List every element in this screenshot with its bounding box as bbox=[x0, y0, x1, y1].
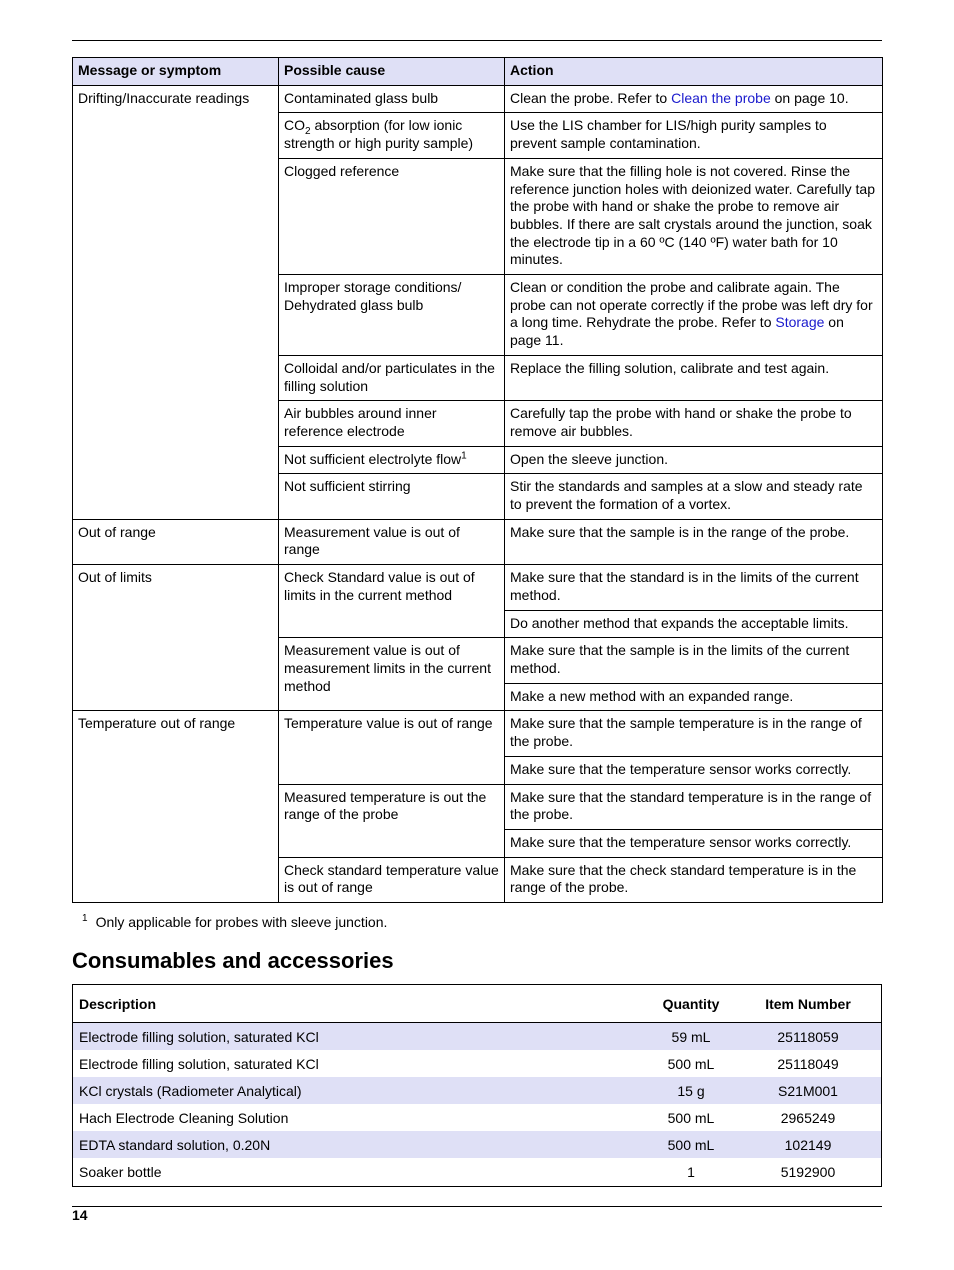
subscript: 2 bbox=[305, 126, 311, 138]
quantity-cell: 59 mL bbox=[647, 1023, 735, 1051]
quantity-cell: 500 mL bbox=[667, 1055, 715, 1072]
cause-cell: Measurement value is out of measurement limits in the current method bbox=[279, 638, 505, 711]
description-cell: KCl crystals (Radiometer Analytical) bbox=[73, 1077, 647, 1104]
symptom-cell: Temperature out of range bbox=[73, 711, 279, 903]
quantity-cell: 500 mL bbox=[647, 1131, 735, 1158]
action-cell: Open the sleeve junction. bbox=[505, 446, 883, 474]
action-cell: Make a new method with an expanded range. bbox=[505, 683, 883, 711]
cause-cell: Temperature value is out of range bbox=[279, 711, 505, 784]
quantity-cell: 1 bbox=[687, 1163, 695, 1180]
table-row bbox=[73, 519, 883, 564]
footnote bbox=[82, 914, 387, 930]
cause-cell: Measured temperature is out the range of the probe bbox=[279, 784, 505, 857]
description-cell: EDTA standard solution, 0.20N bbox=[73, 1131, 647, 1158]
table-row bbox=[73, 1077, 881, 1104]
top-rule bbox=[72, 40, 882, 41]
action-cell: Make sure that the temperature sensor works correctly. bbox=[505, 829, 883, 857]
consumables-table-box bbox=[72, 984, 882, 1187]
table-row bbox=[73, 1050, 881, 1077]
cause-cell: Contaminated glass bulb bbox=[279, 85, 505, 113]
action-cell: Make sure that the sample temperature is in the range of the probe. bbox=[505, 711, 883, 756]
action-cell: Make sure that the check standard temperature is in the range of the probe. bbox=[505, 857, 883, 902]
description-cell: Electrode filling solution, saturated KCl bbox=[79, 1055, 319, 1072]
header-description: Description bbox=[73, 985, 647, 1023]
action-cell: Do another method that expands the acceptable limits. bbox=[505, 610, 883, 638]
action-cell: Make sure that the sample is in the limits of the current method. bbox=[505, 638, 883, 683]
cause-cell: Air bubbles around inner reference electrode bbox=[279, 401, 505, 446]
footnote-mark: 1 bbox=[82, 913, 88, 924]
action-cell: Make sure that the standard is in the limits of the current method. bbox=[505, 565, 883, 610]
item-number-cell: 2965249 bbox=[780, 1109, 836, 1126]
cause-cell: Check standard temperature value is out of range bbox=[279, 857, 505, 902]
footnote-ref: 1 bbox=[461, 450, 467, 461]
action-cell: Make sure that the temperature sensor works correctly. bbox=[505, 756, 883, 784]
section-heading: Consumables and accessories bbox=[72, 948, 394, 973]
description-cell: Hach Electrode Cleaning Solution bbox=[79, 1109, 289, 1126]
table-header-row bbox=[73, 58, 883, 86]
symptom-cell: Out of range bbox=[73, 519, 279, 564]
consumables-table bbox=[73, 985, 881, 1185]
action-cell: Replace the filling solution, calibrate and test again. bbox=[505, 355, 883, 400]
action-cell: Make sure that the filling hole is not covered. Rinse the reference junction holes with deionized water. Carefully tap the probe with hand or shake the probe to remove air bubbles. If there are salt crystals around the junction, soak the electrode tip in a 60 ºC (140 ºF) water bath for 10 minutes. bbox=[505, 158, 883, 274]
action-cell: Make sure that the standard temperature is in the range of the probe. bbox=[505, 784, 883, 829]
action-text: on page 10. bbox=[770, 89, 849, 106]
action-cell: Use the LIS chamber for LIS/high purity samples to prevent sample contamination. bbox=[505, 113, 883, 158]
table-header-row bbox=[73, 985, 881, 1023]
item-number-cell: 25118059 bbox=[735, 1023, 881, 1051]
table-row bbox=[73, 1158, 881, 1185]
clean-probe-link[interactable]: Clean the probe bbox=[671, 89, 771, 106]
page-number: 14 bbox=[72, 1207, 88, 1223]
table-row bbox=[73, 565, 883, 610]
footnote-text: Only applicable for probes with sleeve junction. bbox=[95, 914, 388, 930]
cause-cell: Improper storage conditions/ Dehydrated glass bulb bbox=[279, 275, 505, 356]
description-cell: Electrode filling solution, saturated KCl bbox=[73, 1023, 647, 1051]
header-quantity: Quantity bbox=[647, 985, 735, 1023]
symptom-cell: Out of limits bbox=[73, 565, 279, 711]
cause-cell: Clogged reference bbox=[279, 158, 505, 274]
item-number-cell: S21M001 bbox=[735, 1077, 881, 1104]
action-cell: Stir the standards and samples at a slow and steady rate to prevent the formation of a vortex. bbox=[505, 474, 883, 519]
action-text: Clean the probe. Refer to bbox=[510, 89, 672, 106]
quantity-cell: 15 g bbox=[647, 1077, 735, 1104]
table-row bbox=[73, 85, 883, 113]
cause-text: CO bbox=[284, 117, 305, 134]
header-action: Action bbox=[505, 58, 883, 86]
cause-cell: Not sufficient stirring bbox=[279, 474, 505, 519]
header-item-number: Item Number bbox=[735, 985, 881, 1023]
header-symptom: Message or symptom bbox=[73, 58, 279, 86]
bottom-rule bbox=[72, 1206, 882, 1207]
troubleshooting-table bbox=[72, 57, 883, 903]
cause-cell bbox=[279, 113, 505, 158]
action-text: on page 11. bbox=[510, 314, 844, 349]
table-row bbox=[73, 1131, 881, 1158]
description-cell: Soaker bottle bbox=[79, 1163, 162, 1180]
quantity-cell: 500 mL bbox=[667, 1109, 715, 1126]
action-text: Clean or condition the probe and calibrate again. The probe can not operate correctly if the probe was left dry for a long time. Rehydrate the probe. Refer to bbox=[510, 279, 873, 331]
action-cell: Make sure that the sample is in the range of the probe. bbox=[505, 519, 883, 564]
cause-text: Not sufficient electrolyte flow bbox=[284, 450, 462, 467]
item-number-cell: 102149 bbox=[735, 1131, 881, 1158]
symptom-cell: Drifting/Inaccurate readings bbox=[73, 85, 279, 519]
action-cell bbox=[505, 275, 883, 356]
table-row bbox=[73, 1104, 881, 1131]
cause-cell bbox=[279, 446, 505, 474]
cause-cell: Colloidal and/or particulates in the filling solution bbox=[279, 355, 505, 400]
cause-text: absorption (for low ionic strength or high purity sample) bbox=[284, 117, 474, 152]
header-cause: Possible cause bbox=[279, 58, 505, 86]
cause-cell: Measurement value is out of range bbox=[279, 519, 505, 564]
cause-cell: Check Standard value is out of limits in the current method bbox=[279, 565, 505, 638]
table-row bbox=[73, 1023, 881, 1051]
storage-link[interactable]: Storage bbox=[775, 314, 825, 331]
item-number-cell: 5192900 bbox=[780, 1163, 836, 1180]
action-cell bbox=[505, 85, 883, 113]
table-row bbox=[73, 711, 883, 756]
item-number-cell: 25118049 bbox=[777, 1055, 839, 1072]
action-cell: Carefully tap the probe with hand or shake the probe to remove air bubbles. bbox=[505, 401, 883, 446]
